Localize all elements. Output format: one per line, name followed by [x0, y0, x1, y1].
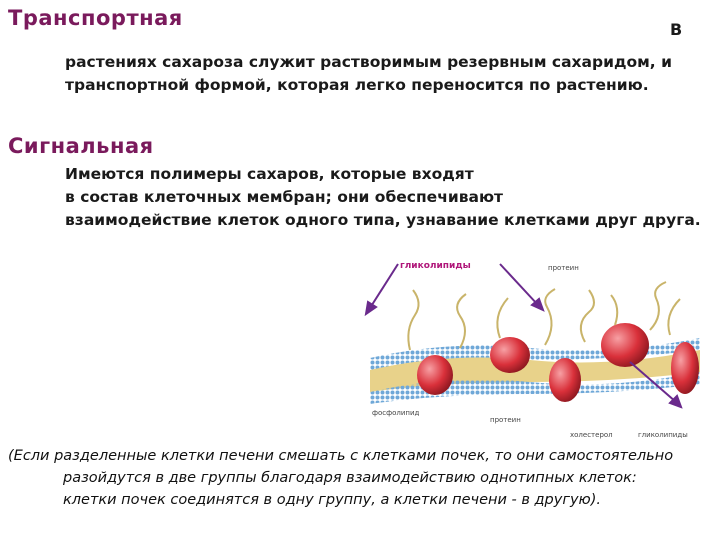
paragraph-line: транспортной формой, которая легко переносится по растению. — [65, 76, 649, 94]
label-glycolipids-bottom: гликолипиды — [638, 431, 688, 439]
label-cholesterol: холестерол — [570, 431, 613, 439]
paragraph-line: взаимодействие клеток одного типа, узнавание клетками друг друга. — [65, 211, 701, 229]
membrane-illustration — [350, 250, 710, 440]
label-protein-bottom: протеин — [490, 416, 521, 424]
label-protein-top: протеин — [548, 264, 579, 272]
label-phospholipid: фосфолипид — [372, 409, 420, 417]
heading-signal: Сигнальная — [8, 134, 154, 158]
label-glycolipids-top: гликолипиды — [400, 261, 471, 271]
signal-paragraph — [65, 163, 701, 232]
caption-line: разойдутся в две группы благодаря взаимодействию однотипных клеток: — [63, 470, 637, 486]
example-caption — [8, 445, 713, 511]
paragraph-line: в состав клеточных мембран; они обеспечивают — [65, 188, 504, 206]
heading-transport: Транспортная — [8, 6, 183, 30]
caption-line: (Если разделенные клетки печени смешать с клетками почек, то они самостоятельно — [8, 448, 674, 464]
lead-word: В — [670, 20, 683, 39]
paragraph-line: Имеются полимеры сахаров, которые входят — [65, 165, 474, 183]
caption-line: клетки почек соединятся в одну группу, а клетки печени - в другую). — [63, 492, 602, 508]
paragraph-line: растениях сахароза служит растворимым резервным сахаридом, и — [65, 53, 672, 71]
transport-paragraph — [65, 51, 672, 97]
